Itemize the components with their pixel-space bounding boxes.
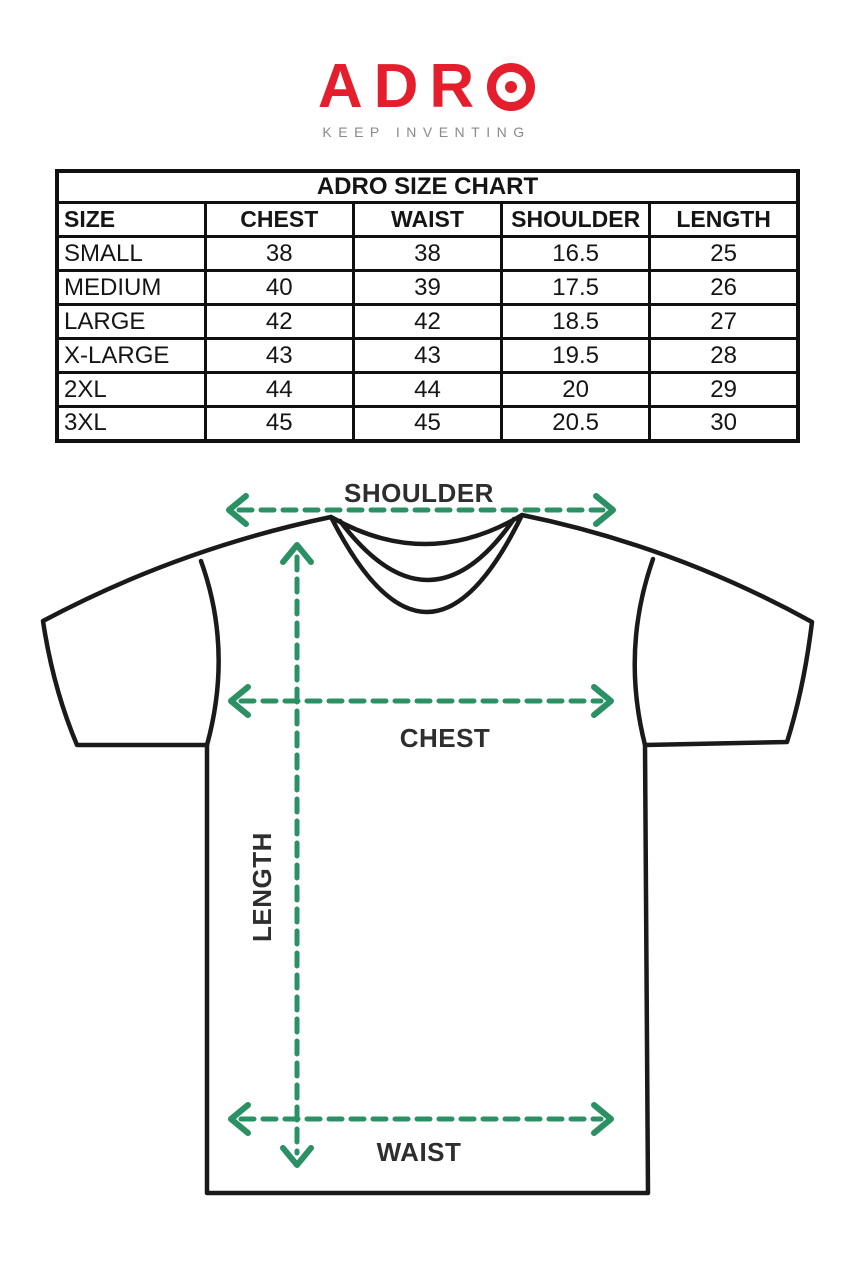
column-header-waist: WAIST xyxy=(353,203,501,237)
cell-size: 2XL xyxy=(57,373,205,407)
brand-tagline: KEEP INVENTING xyxy=(322,124,531,140)
chest-label: CHEST xyxy=(399,723,491,753)
logo-letter-r: R xyxy=(429,52,475,121)
logo-letter-a: A xyxy=(317,52,363,121)
shoulder-label: SHOULDER xyxy=(344,478,494,508)
bullseye-dot xyxy=(505,81,517,93)
cell-shoulder: 20.5 xyxy=(502,407,650,441)
cell-chest: 45 xyxy=(205,407,353,441)
cell-waist: 43 xyxy=(353,339,501,373)
cell-shoulder: 16.5 xyxy=(502,237,650,271)
column-header-length: LENGTH xyxy=(650,203,798,237)
logo-letter-d: D xyxy=(373,52,419,121)
cell-chest: 40 xyxy=(205,271,353,305)
size-chart-table xyxy=(55,169,800,443)
cell-length: 27 xyxy=(650,305,798,339)
cell-chest: 38 xyxy=(205,237,353,271)
column-header-chest: CHEST xyxy=(205,203,353,237)
cell-size: SMALL xyxy=(57,237,205,271)
table-row-xlarge xyxy=(57,339,798,373)
waist-label: WAIST xyxy=(376,1137,462,1167)
table-row-medium xyxy=(57,271,798,305)
cell-size: X-LARGE xyxy=(57,339,205,373)
tshirt-measurement-diagram xyxy=(0,470,853,1280)
table-row-2xl xyxy=(57,373,798,407)
brand-wordmark xyxy=(0,52,853,121)
table-header-row xyxy=(57,203,798,237)
cell-length: 26 xyxy=(650,271,798,305)
cell-chest: 43 xyxy=(205,339,353,373)
table-title: ADRO SIZE CHART xyxy=(57,171,798,203)
table-row-3xl xyxy=(57,407,798,441)
cell-waist: 44 xyxy=(353,373,501,407)
cell-chest: 44 xyxy=(205,373,353,407)
cell-chest: 42 xyxy=(205,305,353,339)
cell-shoulder: 19.5 xyxy=(502,339,650,373)
cell-shoulder: 18.5 xyxy=(502,305,650,339)
cell-shoulder: 20 xyxy=(502,373,650,407)
cell-length: 30 xyxy=(650,407,798,441)
cell-waist: 45 xyxy=(353,407,501,441)
brand-logo xyxy=(0,52,853,140)
table-row-large xyxy=(57,305,798,339)
length-label: LENGTH xyxy=(247,832,277,942)
cell-waist: 42 xyxy=(353,305,501,339)
cell-waist: 39 xyxy=(353,271,501,305)
cell-length: 25 xyxy=(650,237,798,271)
cell-length: 29 xyxy=(650,373,798,407)
tshirt-outline xyxy=(43,515,812,1193)
cell-shoulder: 17.5 xyxy=(502,271,650,305)
cell-waist: 38 xyxy=(353,237,501,271)
cell-size: LARGE xyxy=(57,305,205,339)
bullseye-o-icon xyxy=(487,63,535,111)
column-header-size: SIZE xyxy=(57,203,205,237)
cell-size: MEDIUM xyxy=(57,271,205,305)
cell-size: 3XL xyxy=(57,407,205,441)
cell-length: 28 xyxy=(650,339,798,373)
table-row-small xyxy=(57,237,798,271)
column-header-shoulder: SHOULDER xyxy=(502,203,650,237)
table-title-row xyxy=(57,171,798,203)
